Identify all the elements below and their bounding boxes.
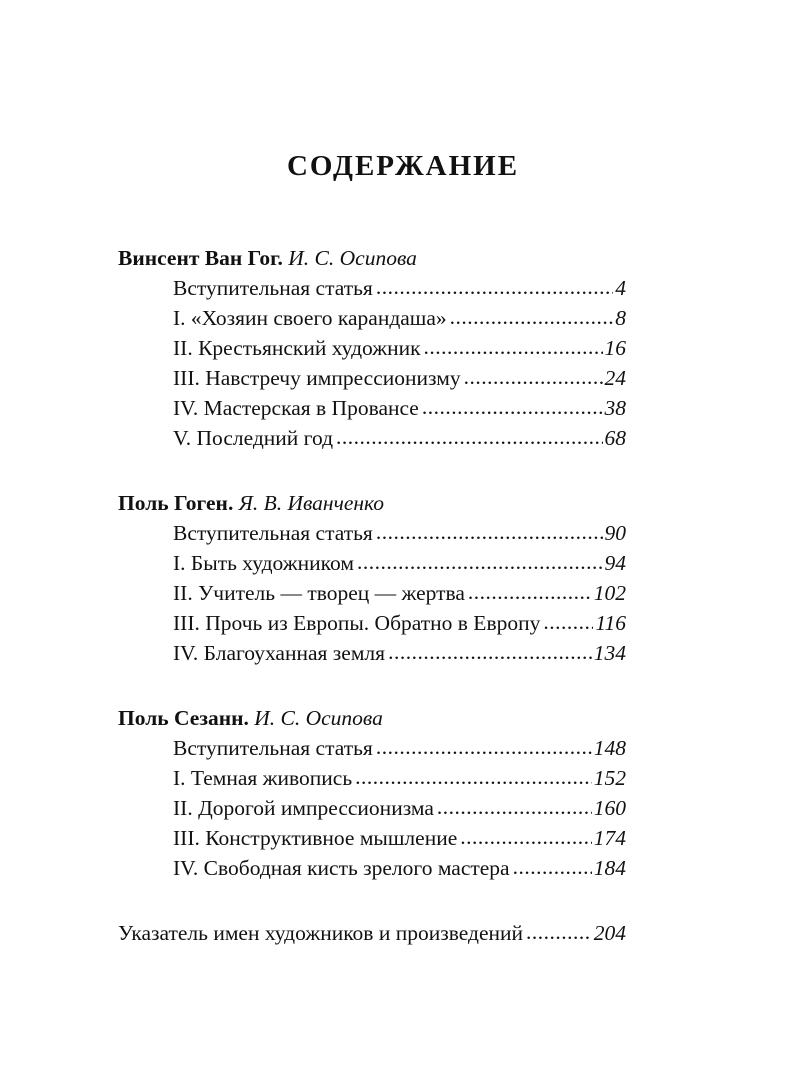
entry-label: Указатель имен художников и произведений <box>118 921 524 945</box>
toc-entry[interactable] <box>173 733 626 763</box>
page-number: 68 <box>604 426 626 450</box>
entry-label: I. Темная живопись <box>173 766 353 790</box>
dot-leader <box>526 917 592 947</box>
dot-leader <box>450 302 614 332</box>
artist-name: Винсент Ван Гог. <box>118 246 283 270</box>
section-entries <box>173 273 626 453</box>
section-heading <box>118 243 626 273</box>
toc-section-van-gogh <box>118 243 626 453</box>
dot-leader <box>468 577 592 607</box>
page-number: 148 <box>593 736 626 760</box>
dot-leader <box>424 332 603 362</box>
entry-label: III. Конструктивное мышление <box>173 826 458 850</box>
page-number: 4 <box>615 276 626 300</box>
toc-entry[interactable] <box>173 333 626 363</box>
page-number: 152 <box>593 766 626 790</box>
toc-entry[interactable] <box>173 363 626 393</box>
toc-entry[interactable] <box>173 518 626 548</box>
toc-entry[interactable] <box>173 638 626 668</box>
dot-leader <box>376 732 592 762</box>
page-number: 38 <box>604 396 626 420</box>
page-number: 184 <box>593 856 626 880</box>
toc-entry[interactable] <box>173 578 626 608</box>
toc-entry[interactable] <box>173 823 626 853</box>
entry-label: II. Дорогой импрессионизма <box>173 796 434 820</box>
toc-entry[interactable] <box>173 423 626 453</box>
toc-entry[interactable] <box>173 853 626 883</box>
page-title: СОДЕРЖАНИЕ <box>286 150 520 182</box>
dot-leader <box>355 762 592 792</box>
page-number: 94 <box>604 551 626 575</box>
dot-leader <box>336 422 602 452</box>
page-number: 16 <box>604 336 626 360</box>
entry-label: II. Крестьянский художник <box>173 336 421 360</box>
toc-entry[interactable] <box>173 548 626 578</box>
artist-name: Поль Гоген. <box>118 491 234 515</box>
section-entries <box>173 733 626 883</box>
chapter-author: И. С. Осипова <box>254 706 383 730</box>
toc-entry[interactable] <box>173 608 626 638</box>
dot-leader <box>543 607 593 637</box>
dot-leader <box>357 547 603 577</box>
page-number: 160 <box>593 796 626 820</box>
page-number: 134 <box>593 641 626 665</box>
page-number: 24 <box>604 366 626 390</box>
entry-label: V. Последний год <box>173 426 334 450</box>
toc-section-cezanne <box>118 703 626 883</box>
dot-leader <box>464 362 603 392</box>
entry-label: III. Прочь из Европы. Обратно в Европу <box>173 611 541 635</box>
entry-label: Вступительная статья <box>173 276 373 300</box>
toc-entry[interactable] <box>173 393 626 423</box>
dot-leader <box>376 517 603 547</box>
entry-label: I. Быть художником <box>173 551 354 575</box>
toc-entry[interactable] <box>173 303 626 333</box>
artist-name: Поль Сезанн. <box>118 706 249 730</box>
toc-entry[interactable] <box>173 273 626 303</box>
entry-label: I. «Хозяин своего карандаша» <box>173 306 447 330</box>
entry-label: Вступительная статья <box>173 736 373 760</box>
page-number: 116 <box>595 611 626 635</box>
dot-leader <box>376 272 613 302</box>
dot-leader <box>422 392 603 422</box>
chapter-author: Я. В. Иванченко <box>238 491 385 515</box>
table-of-contents <box>118 243 626 948</box>
dot-leader <box>513 852 592 882</box>
page-number: 8 <box>615 306 626 330</box>
entry-label: IV. Свободная кисть зрелого мастера <box>173 856 510 880</box>
toc-section-gauguin <box>118 488 626 668</box>
section-heading <box>118 703 626 733</box>
dot-leader <box>388 637 592 667</box>
dot-leader <box>437 792 592 822</box>
entry-label: Вступительная статья <box>173 521 373 545</box>
entry-label: IV. Мастерская в Провансе <box>173 396 419 420</box>
page-number: 204 <box>593 921 626 945</box>
page-number: 174 <box>593 826 626 850</box>
dot-leader <box>460 822 591 852</box>
entry-label: II. Учитель — творец — жертва <box>173 581 465 605</box>
entry-label: IV. Благоуханная земля <box>173 641 386 665</box>
page-number: 90 <box>604 521 626 545</box>
section-heading <box>118 488 626 518</box>
toc-entry[interactable] <box>173 763 626 793</box>
toc-entry[interactable] <box>173 793 626 823</box>
chapter-author: И. С. Осипова <box>288 246 417 270</box>
section-entries <box>173 518 626 668</box>
page-number: 102 <box>593 581 626 605</box>
entry-label: III. Навстречу импрессионизму <box>173 366 461 390</box>
toc-entry-index[interactable] <box>118 918 626 948</box>
